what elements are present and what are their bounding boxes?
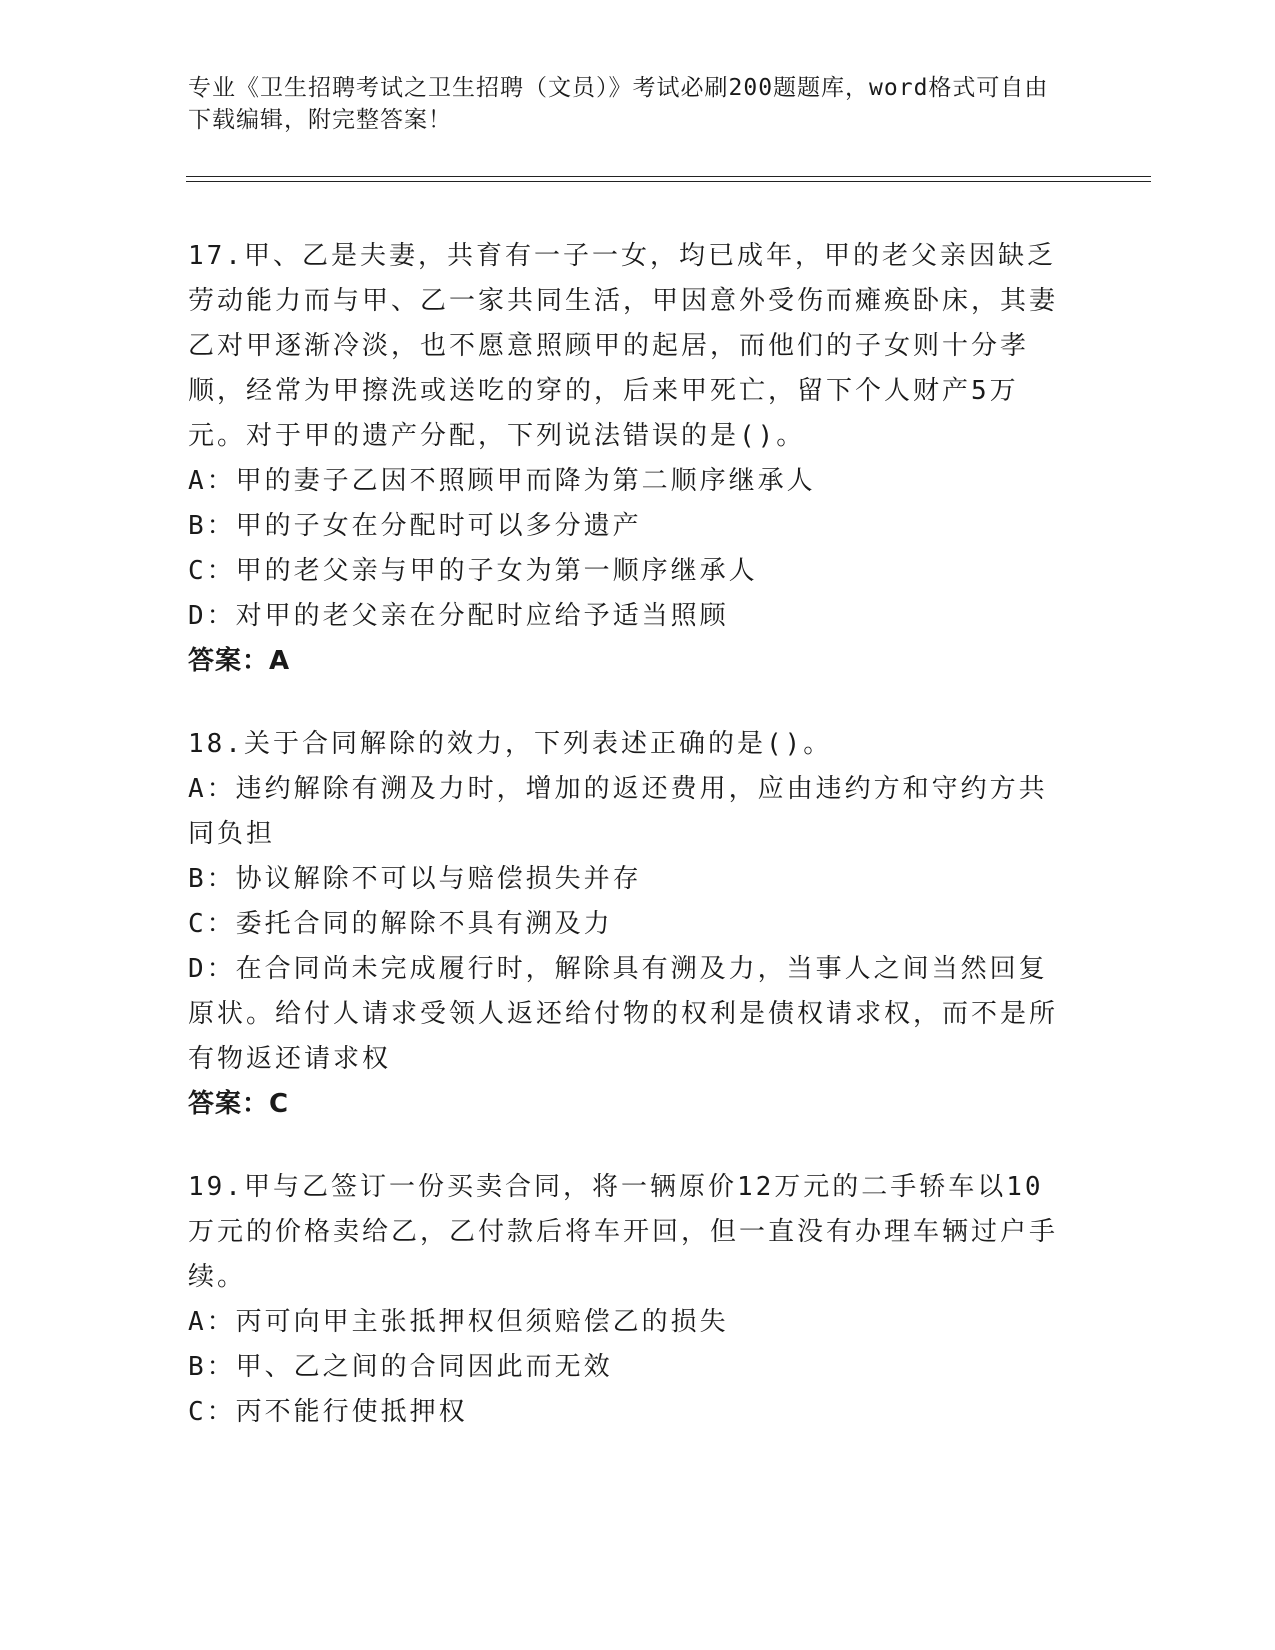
question-text: 18.关于合同解除的效力，下列表述正确的是()。	[188, 729, 833, 759]
question-list	[188, 234, 1068, 1473]
option-c: C：甲的老父亲与甲的子女为第一顺序继承人	[188, 556, 758, 586]
question-text: 17.甲、乙是夫妻，共育有一子一女，均已成年，甲的老父亲因缺乏劳动能力而与甲、乙一家共同生活，甲因意外受伤而瘫痪卧床，其妻乙对甲逐渐冷淡，也不愿意照顾甲的起居，而他们的子女则十分孝顺，经常为甲擦洗或送吃的穿的，后来甲死亡，留下个人财产5万元。对于甲的遗产分配，下列说法错误的是()。	[188, 241, 1059, 451]
question-18	[188, 722, 1068, 1127]
document-header: 专业《卫生招聘考试之卫生招聘（文员）》考试必刷200题题库，word格式可自由下载编辑，附完整答案！	[188, 75, 1049, 133]
header-divider-top	[186, 176, 1151, 177]
option-d: D：在合同尚未完成履行时，解除具有溯及力，当事人之间当然回复原状。给付人请求受领人返还给付物的权利是债权请求权，而不是所有物返还请求权	[188, 954, 1059, 1074]
question-19	[188, 1165, 1068, 1435]
option-a: A：甲的妻子乙因不照顾甲而降为第二顺序继承人	[188, 466, 816, 496]
option-b: B：协议解除不可以与赔偿损失并存	[188, 864, 642, 894]
question-17	[188, 234, 1068, 684]
option-c: C：丙不能行使抵押权	[188, 1397, 468, 1427]
answer: 答案：A	[188, 646, 291, 676]
header-divider-bottom	[186, 181, 1151, 182]
option-b: B：甲的子女在分配时可以多分遗产	[188, 511, 642, 541]
answer: 答案：C	[188, 1089, 290, 1119]
option-c: C：委托合同的解除不具有溯及力	[188, 909, 613, 939]
question-text: 19.甲与乙签订一份买卖合同，将一辆原价12万元的二手轿车以10万元的价格卖给乙，乙付款后将车开回，但一直没有办理车辆过户手续。	[188, 1172, 1059, 1292]
option-a: A：违约解除有溯及力时，增加的返还费用，应由违约方和守约方共同负担	[188, 774, 1048, 849]
option-d: D：对甲的老父亲在分配时应给予适当照顾	[188, 601, 729, 631]
option-a: A：丙可向甲主张抵押权但须赔偿乙的损失	[188, 1307, 729, 1337]
option-b: B：甲、乙之间的合同因此而无效	[188, 1352, 613, 1382]
